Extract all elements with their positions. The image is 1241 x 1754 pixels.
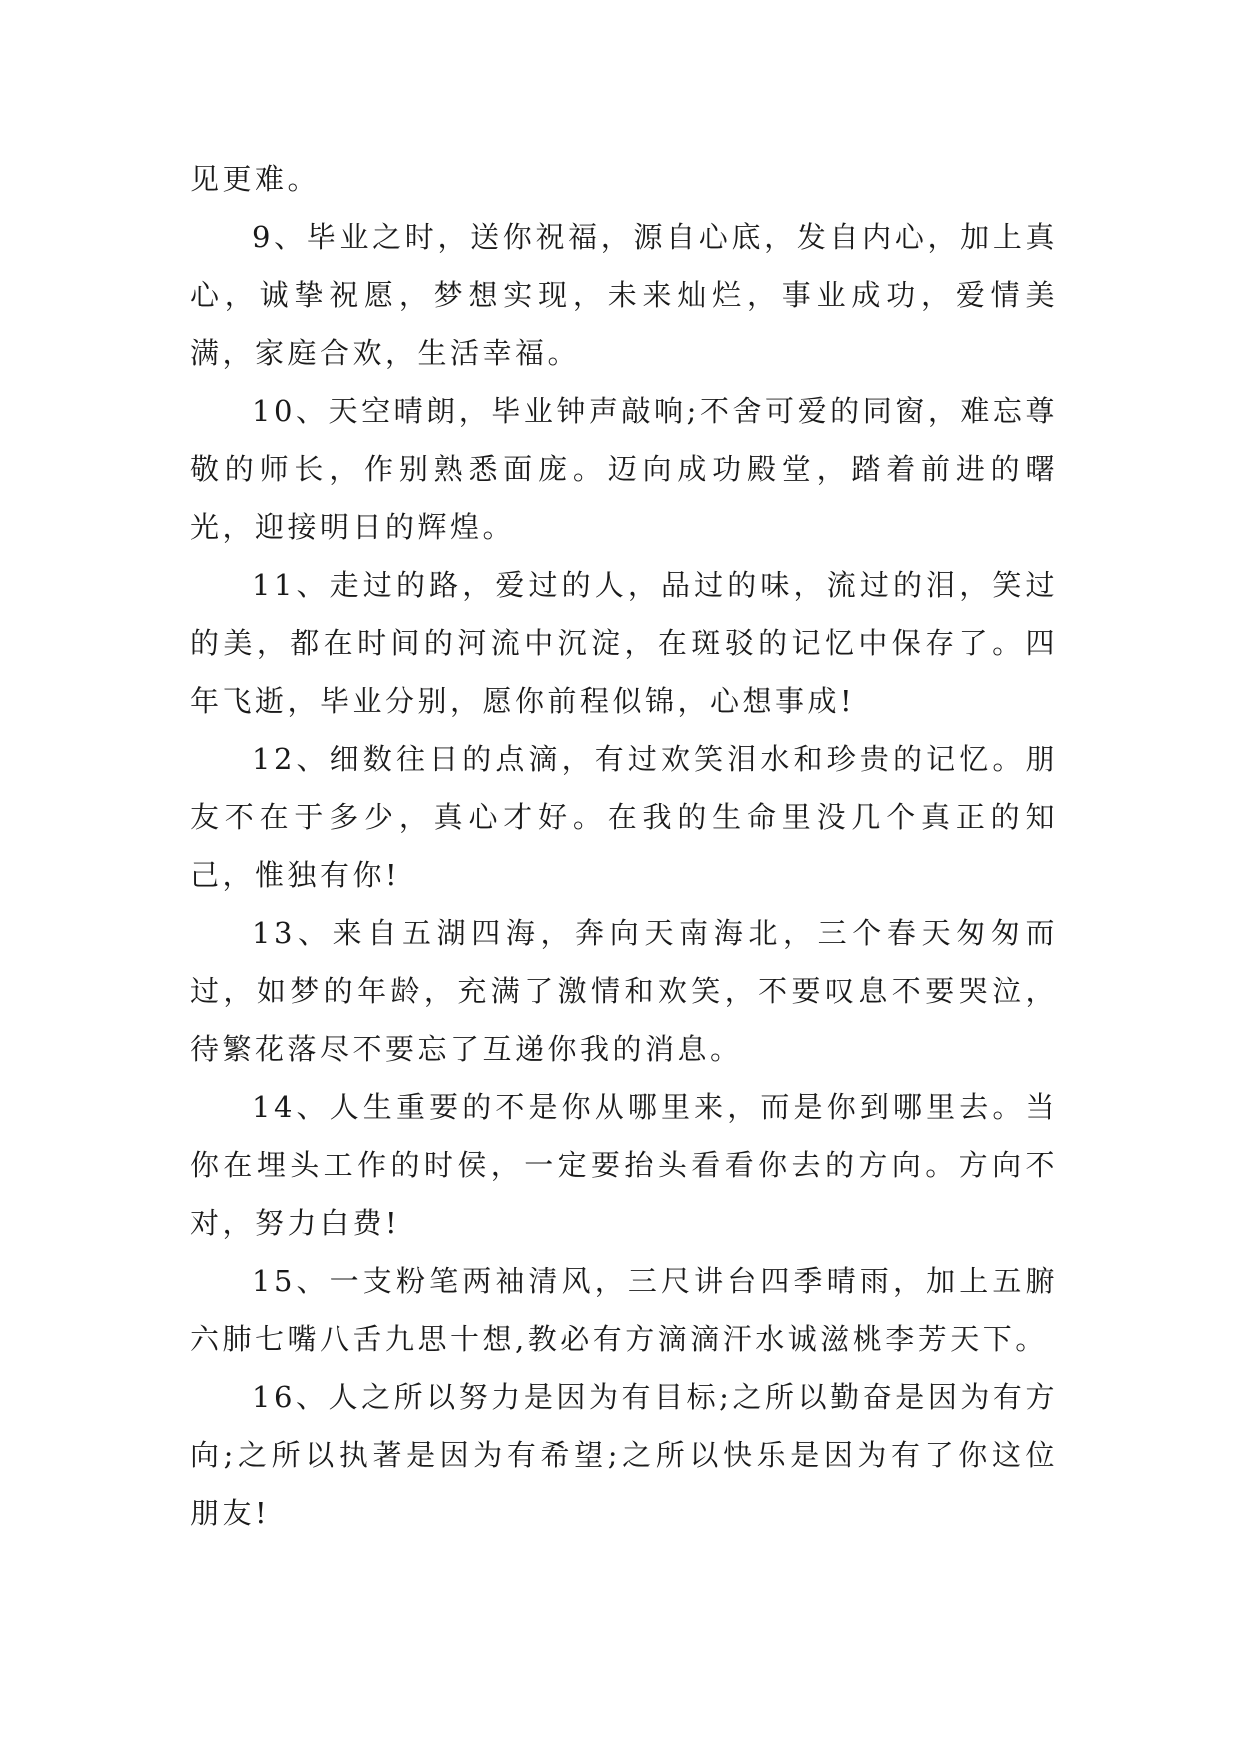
paragraph-item-15: 15、一支粉笔两袖清风，三尺讲台四季晴雨，加上五腑六肺七嘴八舌九思十想,教必有方滴滴汗水诚滋桃李芳天下。 [190, 1264, 1058, 1356]
paragraph-item-12: 12、细数往日的点滴，有过欢笑泪水和珍贵的记忆。朋友不在于多少，真心才好。在我的生命里没几个真正的知己，惟独有你! [190, 742, 1058, 892]
paragraph-item-11: 11、走过的路，爱过的人，品过的味，流过的泪，笑过的美，都在时间的河流中沉淀，在斑驳的记忆中保存了。四年飞逝，毕业分别，愿你前程似锦，心想事成! [190, 568, 1058, 718]
paragraph-continuation: 见更难。 [190, 162, 321, 196]
paragraph-item-16: 16、人之所以努力是因为有目标;之所以勤奋是因为有方向;之所以执著是因为有希望;之所以快乐是因为有了你这位朋友! [190, 1380, 1058, 1530]
paragraph-item-9: 9、毕业之时，送你祝福，源自心底，发自内心，加上真心，诚挚祝愿，梦想实现，未来灿烂，事业成功，爱情美满，家庭合欢，生活幸福。 [190, 220, 1058, 370]
paragraph-item-10: 10、天空晴朗，毕业钟声敲响;不舍可爱的同窗，难忘尊敬的师长，作别熟悉面庞。迈向成功殿堂，踏着前进的曙光，迎接明日的辉煌。 [190, 394, 1058, 544]
document-body [190, 150, 1058, 1542]
paragraph-item-14: 14、人生重要的不是你从哪里来，而是你到哪里去。当你在埋头工作的时侯，一定要抬头看看你去的方向。方向不对，努力白费! [190, 1090, 1058, 1240]
paragraph-item-13: 13、来自五湖四海，奔向天南海北，三个春天匆匆而过，如梦的年龄，充满了激情和欢笑，不要叹息不要哭泣，待繁花落尽不要忘了互递你我的消息。 [190, 916, 1058, 1066]
